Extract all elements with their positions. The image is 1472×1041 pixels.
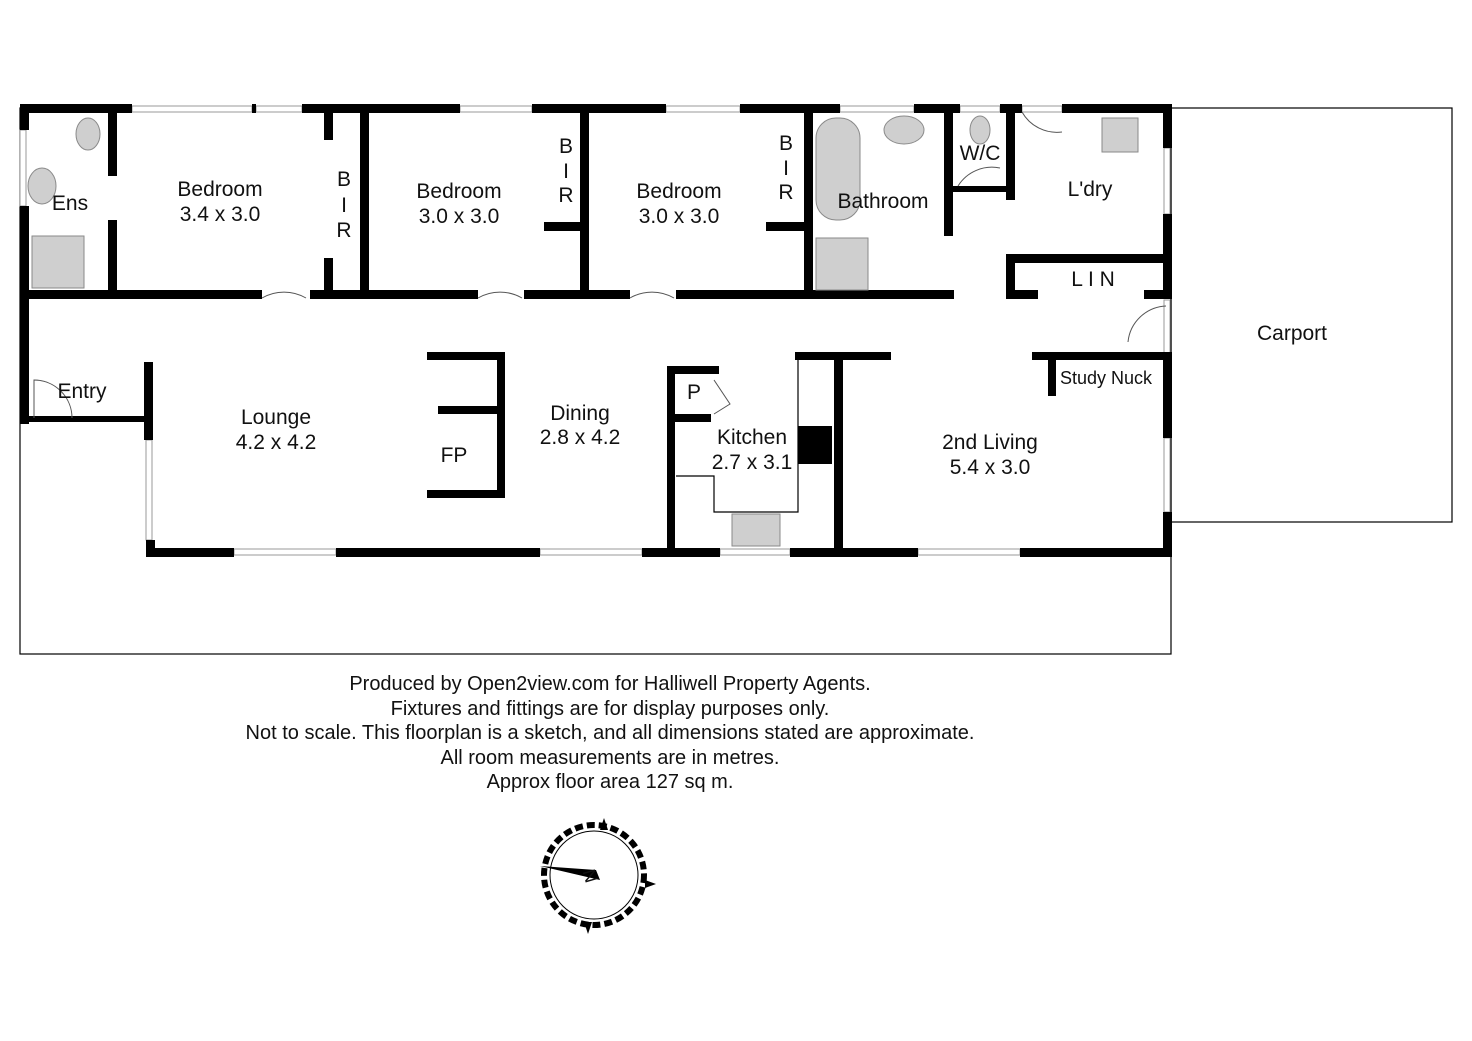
bedroom1-name: Bedroom [177,178,263,201]
windows [20,106,1170,555]
linen-label: L I N [1071,268,1115,291]
bedroom2-size: 3.0 x 3.0 [418,205,500,228]
second-living-size: 5.4 x 3.0 [949,456,1031,479]
footer-line: All room measurements are in metres. [440,746,780,769]
kitchen-name: Kitchen [716,426,788,449]
compass-icon [540,818,656,934]
bedroom1-size: 3.4 x 3.0 [179,203,261,226]
bir3-i: I [783,157,789,180]
bir1-r: R [336,219,352,242]
footer-line: Fixtures and fittings are for display purposes only. [390,697,830,720]
basin-icon [884,116,924,144]
footer-notes [0,672,1220,795]
sink-icon [732,514,780,546]
bathroom-label: Bathroom [837,190,929,213]
walls [20,104,1172,557]
second-living-name: 2nd Living [942,431,1038,454]
bir3-r: R [778,181,794,204]
carport-outline [1171,108,1452,522]
ens-label: Ens [51,192,89,215]
lounge-size: 4.2 x 4.2 [235,431,317,454]
carport-label: Carport [1256,322,1328,345]
wc-label: W/C [959,142,1001,165]
footer-line: Produced by Open2view.com for Halliwell Property Agents. [349,673,871,695]
kitchen-size: 2.7 x 3.1 [711,451,793,474]
bedroom2-name: Bedroom [416,180,502,203]
bir2-r: R [558,184,574,207]
lounge-name: Lounge [240,406,312,429]
pantry-label: P [686,381,702,404]
bir2-b: B [558,135,574,158]
bir2-i: I [563,160,569,183]
dining-name: Dining [550,402,610,425]
footer-line: Not to scale. This floorplan is a sketch, and all dimensions stated are approximate. [245,722,975,745]
fireplace-label: FP [440,444,468,467]
compass-north-label: N [578,866,602,886]
shower-icon [32,236,84,288]
study-label: Study Nuck [1059,368,1153,388]
dining-size: 2.8 x 4.2 [539,426,621,449]
entry-label: Entry [57,380,107,403]
footer-line: Approx floor area 127 sq m. [486,771,734,794]
laundry-tub-icon [1102,118,1138,152]
toilet-icon [76,118,100,150]
bir1-b: B [336,168,352,191]
cooktop-icon [798,426,832,464]
bedroom3-name: Bedroom [636,180,722,203]
toilet-icon [970,116,990,144]
shower-icon [816,238,868,290]
laundry-label: L'dry [1067,178,1113,201]
bedroom3-size: 3.0 x 3.0 [638,205,720,228]
bir1-i: I [341,194,347,217]
bir3-b: B [778,132,794,155]
